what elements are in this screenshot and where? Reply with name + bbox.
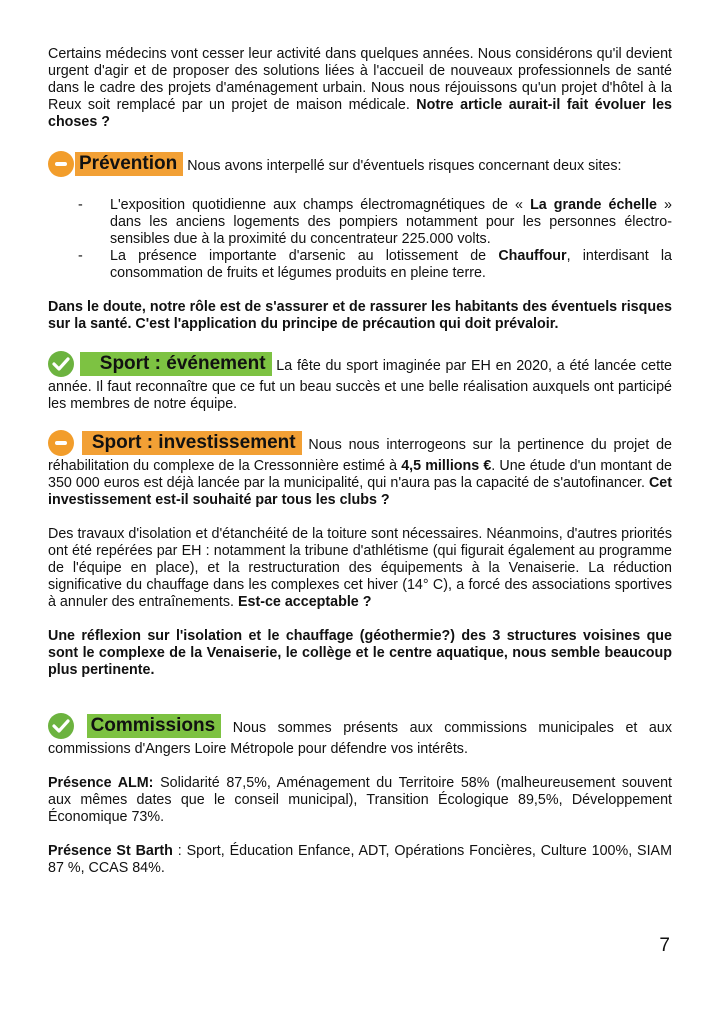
sport-event-text: La fête du sport imaginée par EH en 2020, a été lancée cette année. Il faut reconnaître que ce fut un beau succès et une belle réalisation auxquels ont participé les membres de notre équipe. (48, 357, 672, 412)
intro-question: Notre article aurait-il fait évoluer les choses ? (48, 97, 672, 130)
intro-text: Certains médecins vont cesser leur activité dans quelques années. Nous considérons qu'il devient urgent d'agir et de proposer des solutions liées à l'accueil de nouveaux professionnels de santé dans le cadre des projets d'aménagement urbain. Nous nous réjouissons qu'un projet d'hôtel à la Reux soit remplacé par un projet de maison médicale. (48, 46, 672, 113)
presence-alm: Présence ALM: Solidarité 87,5%, Aménagement du Territoire 58% (malheureusement souvent aux mêmes dates que le conseil municipal), Transition Écologique 89,5%, Développement Économique 73%. (48, 775, 672, 825)
prevention-intro: Nous avons interpellé sur d'éventuels risques concernant deux sites: (187, 157, 622, 174)
prevention-conclusion: Dans le doute, notre rôle est de s'assurer et de rassurer les habitants des éventuels risques sur la santé. C'est l'application du principe de précaution qui doit prévaloir. (48, 299, 672, 332)
section-label-sport-invest: Sport : investissement (82, 431, 302, 455)
page-number: 7 (659, 935, 670, 956)
section-prevention-header (48, 153, 672, 179)
sport-invest-text: Nous nous interrogeons sur la pertinence du projet de réhabilitation du complexe de la Cressonnière estimé à (48, 436, 672, 474)
intro-paragraph (48, 46, 672, 131)
sport-invest-question-2: Est-ce acceptable ? (237, 594, 372, 610)
sport-invest-paragraph-2: Des travaux d'isolation et d'étanchéité de la toiture sont nécessaires. Néanmoins, d'autres priorités ont été repérées par EH : notamment la tribune d'athlétisme (qui figurait également au programme de l'équipe en place), et la restructuration des équipements à la Venaiserie. La réduction significative du chauffage dans les complexes cet hiver (14° C), a forcé des associations sportives à annuler des entraînements. Est-ce acceptable ? (48, 526, 672, 610)
commissions-text: Nous sommes présents aux commissions municipales et aux commissions d'Angers Loire Métropole pour défendre vos intérêts. (48, 719, 672, 757)
section-label-sport-event: Sport : événement (80, 352, 272, 376)
page-content (48, 46, 672, 877)
section-label-prevention: Prévention (75, 152, 183, 176)
check-icon (48, 713, 74, 739)
section-sport-event (48, 353, 672, 413)
sport-invest-amount: 4,5 millions € (401, 458, 492, 474)
minus-icon (48, 430, 74, 456)
prevention-list (48, 197, 672, 282)
sport-invest-question: Cet investissement est-il souhaité par tous les clubs ? (48, 475, 672, 508)
sport-invest-conclusion: Une réflexion sur l'isolation et le chauffage (géothermie?) des 3 structures voisines que sont le complexe de la Venaiserie, le collège et le centre aquatique, nous semble beaucoup plus pertinente. (48, 628, 672, 678)
check-icon (48, 351, 74, 377)
list-item: - L'exposition quotidienne aux champs électromagnétiques de « La grande échelle » dans les anciens logements des pompiers notamment pour les personnes électro-sensibles due à la proximité du concentrateur 225.000 volts. (78, 197, 672, 248)
presence-st-barth: Présence St Barth : Sport, Éducation Enfance, ADT, Opérations Foncières, Culture 100%, SIAM 87 %, CCAS 84%. (48, 843, 672, 876)
minus-icon (48, 151, 74, 177)
section-label-commissions: Commissions (87, 714, 222, 738)
section-commissions (48, 715, 672, 758)
list-item: - La présence importante d'arsenic au lotissement de Chauffour, interdisant la consommation de fruits et légumes produits en pleine terre. (78, 248, 672, 282)
section-sport-invest: Sport : investissement Nous nous interrogeons sur la pertinence du projet de réhabilitation du complexe de la Cressonnière estimé à 4,5 millions €. Une étude d'un montant de 350 000 euros est déjà lancée par la municipalité, qui n'aura pas la capacité de s'autofinancer. Cet investissement est-il souhaité par tous les clubs ? (48, 432, 672, 508)
